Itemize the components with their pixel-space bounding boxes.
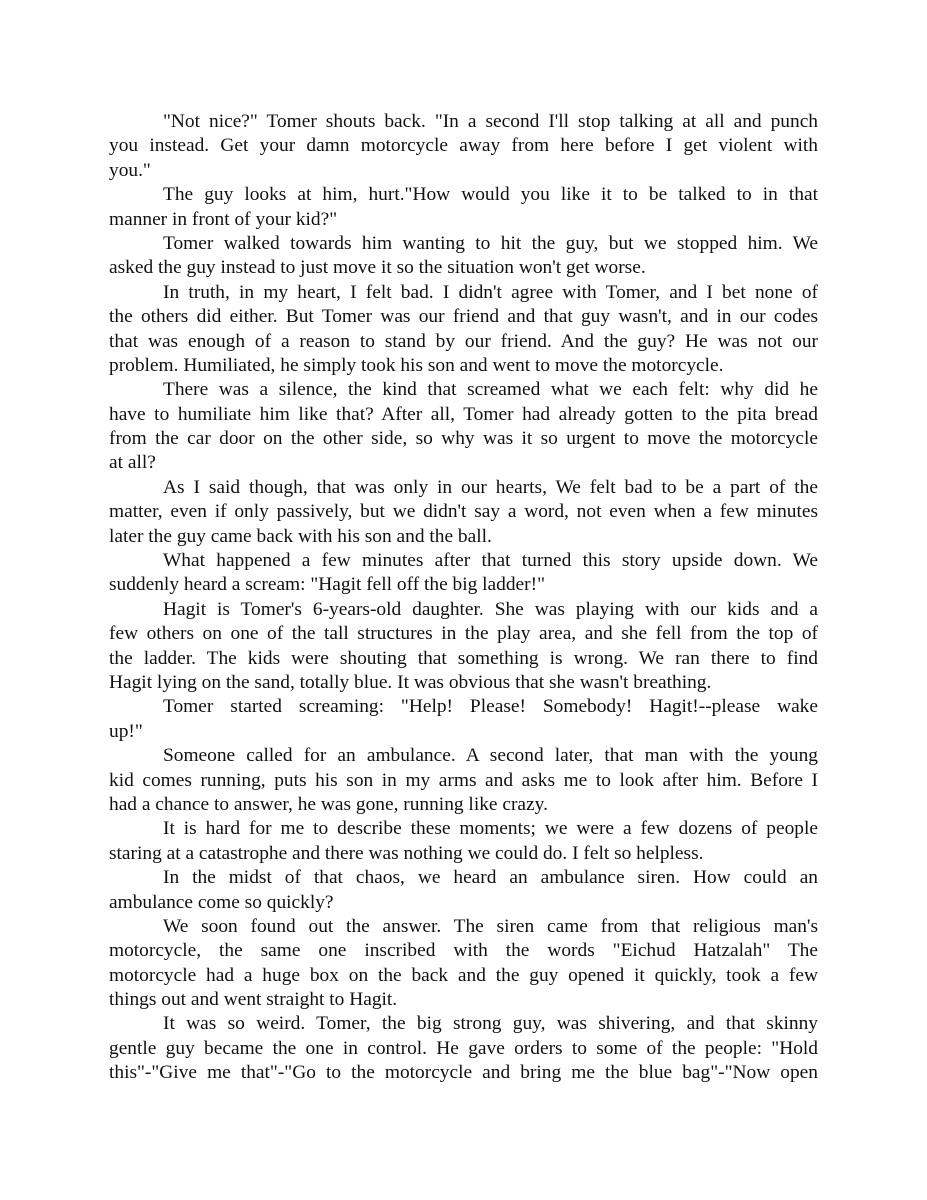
paragraph bbox=[109, 817, 818, 866]
text-line: the ladder. The kids were shouting that something is wrong. We ran there to find bbox=[109, 647, 818, 669]
text-line: suddenly heard a scream: "Hagit fell off the big ladder!" bbox=[109, 574, 545, 596]
document-page bbox=[109, 110, 818, 1086]
text-line: What happened a few minutes after that turned this story upside down. We bbox=[163, 550, 818, 572]
text-line: Tomer started screaming: "Help! Please! Somebody! Hagit!--please wake bbox=[163, 696, 818, 718]
text-line: Someone called for an ambulance. A second later, that man with the young bbox=[163, 745, 818, 767]
text-line: things out and went straight to Hagit. bbox=[109, 989, 398, 1011]
text-line: have to humiliate him like that? After all, Tomer had already gotten to the pita bread bbox=[109, 403, 818, 425]
paragraph bbox=[109, 183, 818, 232]
text-line: It is hard for me to describe these moments; we were a few dozens of people bbox=[163, 818, 818, 840]
text-line: The guy looks at him, hurt."How would you like it to be talked to in that bbox=[163, 184, 818, 206]
paragraph bbox=[109, 549, 818, 598]
text-line: had a chance to answer, he was gone, running like crazy. bbox=[109, 793, 548, 815]
paragraph bbox=[109, 378, 818, 476]
text-line: matter, even if only passively, but we didn't say a word, not even when a few minutes bbox=[109, 501, 818, 523]
text-line: In the midst of that chaos, we heard an ambulance siren. How could an bbox=[163, 867, 818, 889]
text-line: later the guy came back with his son and the ball. bbox=[109, 525, 492, 547]
text-line: Hagit is Tomer's 6-years-old daughter. She was playing with our kids and a bbox=[163, 598, 818, 620]
text-line: you instead. Get your damn motorcycle away from here before I get violent with bbox=[109, 135, 818, 157]
text-line: Hagit lying on the sand, totally blue. It was obvious that she wasn't breathing. bbox=[109, 671, 712, 693]
text-line: few others on one of the tall structures in the play area, and she fell from the top of bbox=[109, 623, 818, 645]
paragraph bbox=[109, 1012, 818, 1085]
paragraph bbox=[109, 866, 818, 915]
paragraph bbox=[109, 744, 818, 817]
text-line: ambulance come so quickly? bbox=[109, 891, 334, 913]
text-line: "Not nice?" Tomer shouts back. "In a second I'll stop talking at all and punch bbox=[163, 111, 818, 132]
text-line: up!" bbox=[109, 720, 143, 742]
text-line: staring at a catastrophe and there was nothing we could do. I felt so helpless. bbox=[109, 842, 704, 864]
paragraph bbox=[109, 232, 818, 281]
text-line: There was a silence, the kind that screamed what we each felt: why did he bbox=[163, 379, 818, 401]
paragraph bbox=[109, 281, 818, 379]
text-line: you." bbox=[109, 159, 151, 181]
text-line: In truth, in my heart, I felt bad. I didn't agree with Tomer, and I bet none of bbox=[163, 281, 818, 303]
text-line: asked the guy instead to just move it so the situation won't get worse. bbox=[109, 257, 646, 279]
text-line: Tomer walked towards him wanting to hit the guy, but we stopped him. We bbox=[163, 232, 818, 254]
text-line: It was so weird. Tomer, the big strong guy, was shivering, and that skinny bbox=[163, 1013, 818, 1035]
text-line: the others did either. But Tomer was our friend and that guy wasn't, and in our codes bbox=[109, 306, 818, 328]
text-line: from the car door on the other side, so why was it so urgent to move the motorcycle bbox=[109, 428, 818, 450]
text-line: As I said though, that was only in our hearts, We felt bad to be a part of the bbox=[163, 476, 818, 498]
text-line: We soon found out the answer. The siren came from that religious man's bbox=[163, 915, 818, 937]
text-line: at all? bbox=[109, 452, 156, 474]
text-line: motorcycle, the same one inscribed with the words "Eichud Hatzalah" The bbox=[109, 940, 818, 962]
paragraph bbox=[109, 476, 818, 549]
paragraph bbox=[109, 695, 818, 744]
paragraph bbox=[109, 915, 818, 1013]
paragraph bbox=[109, 110, 818, 183]
text-line: problem. Humiliated, he simply took his son and went to move the motorcycle. bbox=[109, 354, 724, 376]
text-line: motorcycle had a huge box on the back and the guy opened it quickly, took a few bbox=[109, 964, 818, 986]
text-line: manner in front of your kid?" bbox=[109, 208, 338, 230]
text-line: gentle guy became the one in control. He gave orders to some of the people: "Hold bbox=[109, 1037, 818, 1059]
paragraph bbox=[109, 598, 818, 696]
text-line: that was enough of a reason to stand by our friend. And the guy? He was not our bbox=[109, 330, 818, 352]
text-line: this"-"Give me that"-"Go to the motorcycle and bring me the blue bag"-"Now open bbox=[109, 1062, 818, 1084]
text-line: kid comes running, puts his son in my arms and asks me to look after him. Before I bbox=[109, 769, 818, 791]
